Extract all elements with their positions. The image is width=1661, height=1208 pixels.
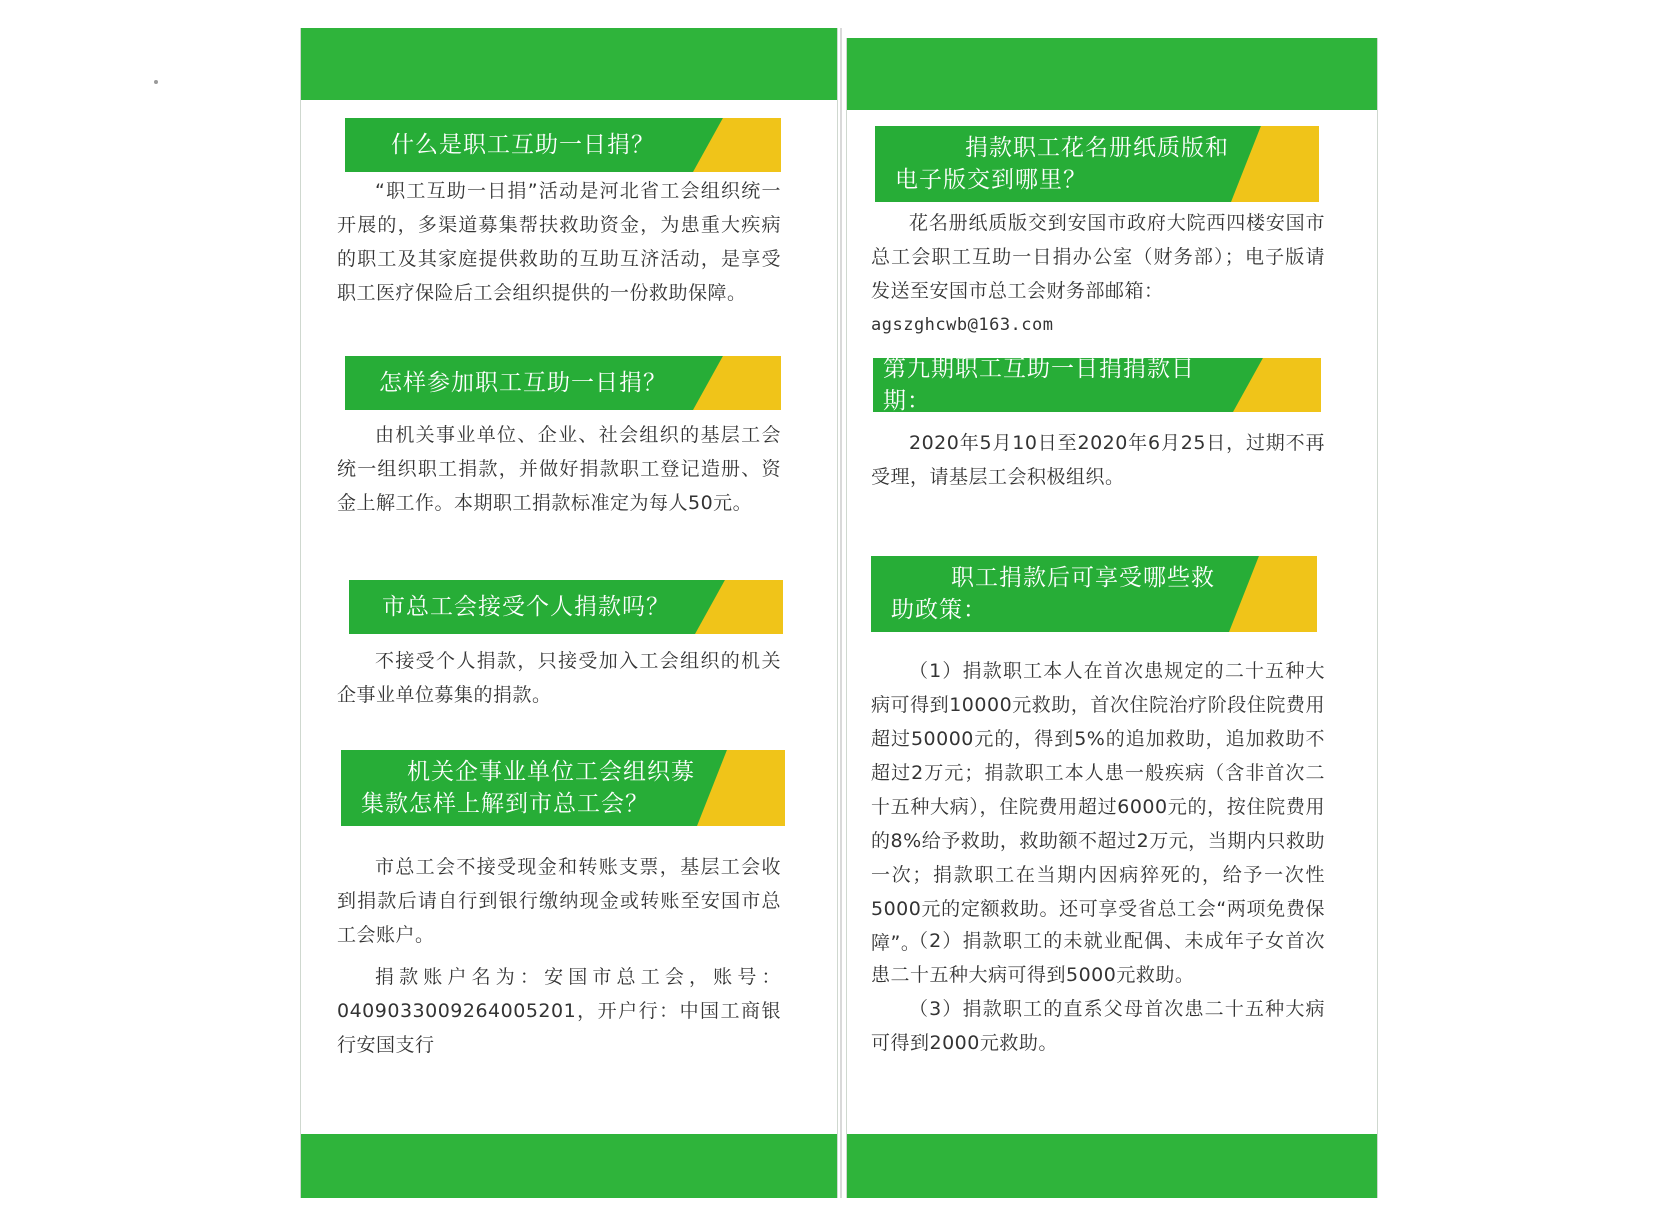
- section-body: 由机关事业单位、企业、社会组织的基层工会统一组织职工捐款，并做好捐款职工登记造册、资金上解工作。本期职工捐款标准定为每人50元。: [337, 424, 781, 514]
- left-panel: [300, 28, 838, 1198]
- section-title: 机关企事业单位工会组织募 集款怎样上解到市总工会？: [361, 759, 695, 817]
- bottom-band: [847, 1134, 1377, 1198]
- section-header-what-is: [345, 118, 781, 172]
- section-body: 花名册纸质版交到安国市政府大院西四楼安国市总工会职工互助一日捐办公室（财务部）；电子版请发送至安国市总工会财务部邮箱：: [871, 212, 1325, 302]
- section-body: “职工互助一日捐”活动是河北省工会组织统一开展的，多渠道募集帮扶救助资金，为患重大疾病的职工及其家庭提供救助的互助互济活动，是享受职工医疗保险后工会组织提供的一份救助保障。: [337, 180, 781, 304]
- section-header-policy: [871, 556, 1317, 632]
- section-title: 职工捐款后可享受哪些救 助政策：: [891, 565, 1215, 623]
- section-header-individual-donation: [349, 580, 783, 634]
- section-body: 不接受个人捐款，只接受加入工会组织的机关企事业单位募集的捐款。: [337, 650, 781, 706]
- top-band: [847, 38, 1377, 110]
- section-body: 2020年5月10日至2020年6月25日，过期不再受理，请基层工会积极组织。: [871, 432, 1325, 488]
- section-header-how-to-join: [345, 356, 781, 410]
- email: agszghcwb@163.com: [871, 315, 1054, 335]
- policy-item-3: （3）捐款职工的直系父母首次患二十五种大病可得到2000元救助。: [871, 998, 1325, 1054]
- section-title: 市总工会接受个人捐款吗？: [382, 594, 670, 620]
- section-title: 什么是职工互助一日捐？: [391, 132, 655, 158]
- section-title: 怎样参加职工互助一日捐？: [379, 370, 667, 396]
- policy-item-1: （1）捐款职工本人在首次患规定的二十五种大病可得到10000元救助，首次住院治疗阶段住院费用超过50000元的，得到5%的追加救助，追加救助不超过2万元；捐款职工本人患一般疾病（含非首次二十五种大病），住院费用超过6000元的，按住院费用的8%给予救助，救助额不超过2万元，当期内只救助一次；捐款职工在当期内因病猝死的，给予一次性5000元的定额救助。还可享受省总工会“两项免费保障”。: [871, 660, 1325, 954]
- policy-item-2: （2）捐款职工的未就业配偶、未成年子女首次患二十五种大病可得到5000元救助。: [871, 930, 1325, 986]
- scan-speck: [154, 80, 158, 84]
- section-title: 捐款职工花名册纸质版和 电子版交到哪里？: [895, 135, 1229, 193]
- account-info: 捐款账户名为：安国市总工会，账号：0409033009264005201，开户行：中国工商银行安国支行: [337, 966, 781, 1056]
- section-header-date: [873, 358, 1321, 412]
- section-body: 市总工会不接受现金和转账支票，基层工会收到捐款后请自行到银行缴纳现金或转账至安国市总工会账户。: [337, 856, 781, 946]
- bottom-band: [301, 1134, 837, 1198]
- section-header-transfer: [341, 750, 785, 826]
- section-header-roster: [875, 126, 1319, 202]
- section-title: 第九期职工互助一日捐捐款日期：: [883, 356, 1195, 414]
- fold-line: [840, 28, 842, 1198]
- right-panel: [846, 38, 1378, 1198]
- top-band: [301, 28, 837, 100]
